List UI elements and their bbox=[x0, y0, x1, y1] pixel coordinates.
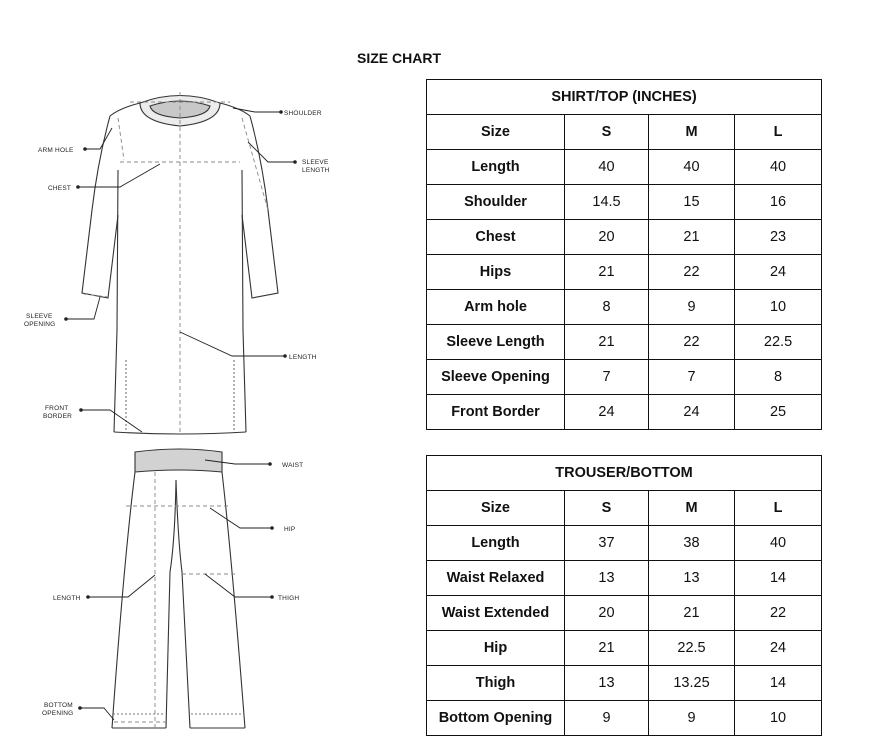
header-cell: L bbox=[735, 491, 822, 526]
row-label: Length bbox=[427, 150, 565, 185]
table-row bbox=[427, 220, 822, 255]
shirt-size-table bbox=[426, 79, 822, 430]
row-label: Arm hole bbox=[427, 290, 565, 325]
cell-value: 14.5 bbox=[565, 185, 649, 220]
label-length: LENGTH bbox=[289, 354, 317, 361]
header-cell: M bbox=[649, 115, 735, 150]
table-row bbox=[427, 325, 822, 360]
table-row bbox=[427, 666, 822, 701]
cell-value: 24 bbox=[565, 395, 649, 430]
label-trouser-length: LENGTH bbox=[53, 595, 81, 602]
label-chest: CHEST bbox=[48, 185, 72, 192]
cell-value: 38 bbox=[649, 526, 735, 561]
table-row bbox=[427, 526, 822, 561]
table-row bbox=[427, 255, 822, 290]
row-label: Hips bbox=[427, 255, 565, 290]
label-sleeve-length-2: LENGTH bbox=[302, 167, 330, 174]
cell-value: 14 bbox=[735, 561, 822, 596]
cell-value: 13 bbox=[565, 666, 649, 701]
header-cell: S bbox=[565, 115, 649, 150]
row-label: Chest bbox=[427, 220, 565, 255]
shirt-illustration bbox=[82, 96, 278, 435]
cell-value: 24 bbox=[735, 255, 822, 290]
cell-value: 22 bbox=[649, 325, 735, 360]
label-front-border-2: BORDER bbox=[43, 413, 73, 420]
row-label: Length bbox=[427, 526, 565, 561]
cell-value: 13 bbox=[565, 561, 649, 596]
cell-value: 9 bbox=[649, 701, 735, 736]
trouser-size-table bbox=[426, 455, 822, 736]
cell-value: 7 bbox=[649, 360, 735, 395]
cell-value: 22 bbox=[649, 255, 735, 290]
header-cell: L bbox=[735, 115, 822, 150]
page-title: SIZE CHART bbox=[357, 50, 441, 66]
cell-value: 15 bbox=[649, 185, 735, 220]
cell-value: 8 bbox=[735, 360, 822, 395]
cell-value: 22 bbox=[735, 596, 822, 631]
header-cell: M bbox=[649, 491, 735, 526]
cell-value: 16 bbox=[735, 185, 822, 220]
cell-value: 10 bbox=[735, 290, 822, 325]
trouser-illustration bbox=[112, 449, 245, 728]
table-row bbox=[427, 185, 822, 220]
table-row bbox=[427, 290, 822, 325]
label-waist: WAIST bbox=[282, 462, 304, 469]
header-cell: Size bbox=[427, 491, 565, 526]
row-label: Sleeve Length bbox=[427, 325, 565, 360]
cell-value: 9 bbox=[649, 290, 735, 325]
label-bottom-opening-2: OPENING bbox=[42, 710, 74, 717]
cell-value: 37 bbox=[565, 526, 649, 561]
label-thigh: THIGH bbox=[278, 595, 300, 602]
label-hip: HIP bbox=[284, 526, 296, 533]
cell-value: 21 bbox=[565, 631, 649, 666]
header-cell: Size bbox=[427, 115, 565, 150]
row-label: Sleeve Opening bbox=[427, 360, 565, 395]
cell-value: 7 bbox=[565, 360, 649, 395]
table-row bbox=[427, 150, 822, 185]
cell-value: 13 bbox=[649, 561, 735, 596]
label-front-border-1: FRONT bbox=[45, 405, 69, 412]
row-label: Waist Extended bbox=[427, 596, 565, 631]
label-sleeve-opening-2: OPENING bbox=[24, 321, 56, 328]
label-arm-hole: ARM HOLE bbox=[38, 147, 74, 154]
row-label: Bottom Opening bbox=[427, 701, 565, 736]
table-header-row bbox=[427, 491, 822, 526]
table-row bbox=[427, 596, 822, 631]
table-row bbox=[427, 561, 822, 596]
cell-value: 9 bbox=[565, 701, 649, 736]
cell-value: 13.25 bbox=[649, 666, 735, 701]
row-label: Shoulder bbox=[427, 185, 565, 220]
row-label: Front Border bbox=[427, 395, 565, 430]
shirt-table-caption: SHIRT/TOP (INCHES) bbox=[427, 80, 822, 115]
cell-value: 40 bbox=[649, 150, 735, 185]
cell-value: 21 bbox=[649, 596, 735, 631]
label-sleeve-length-1: SLEEVE bbox=[302, 159, 329, 166]
shirt-guide-lines bbox=[84, 92, 268, 432]
cell-value: 21 bbox=[649, 220, 735, 255]
cell-value: 21 bbox=[565, 255, 649, 290]
cell-value: 40 bbox=[565, 150, 649, 185]
label-sleeve-opening-1: SLEEVE bbox=[26, 313, 53, 320]
cell-value: 23 bbox=[735, 220, 822, 255]
row-label: Hip bbox=[427, 631, 565, 666]
row-label: Waist Relaxed bbox=[427, 561, 565, 596]
cell-value: 24 bbox=[735, 631, 822, 666]
table-row bbox=[427, 395, 822, 430]
cell-value: 40 bbox=[735, 526, 822, 561]
cell-value: 8 bbox=[565, 290, 649, 325]
header-cell: S bbox=[565, 491, 649, 526]
cell-value: 20 bbox=[565, 596, 649, 631]
cell-value: 22.5 bbox=[649, 631, 735, 666]
row-label: Thigh bbox=[427, 666, 565, 701]
table-header-row bbox=[427, 115, 822, 150]
trouser-table-caption: TROUSER/BOTTOM bbox=[427, 456, 822, 491]
cell-value: 14 bbox=[735, 666, 822, 701]
cell-value: 20 bbox=[565, 220, 649, 255]
cell-value: 21 bbox=[565, 325, 649, 360]
cell-value: 25 bbox=[735, 395, 822, 430]
table-row bbox=[427, 631, 822, 666]
label-shoulder: SHOULDER bbox=[284, 110, 322, 117]
cell-value: 22.5 bbox=[735, 325, 822, 360]
table-row bbox=[427, 360, 822, 395]
cell-value: 10 bbox=[735, 701, 822, 736]
cell-value: 40 bbox=[735, 150, 822, 185]
cell-value: 24 bbox=[649, 395, 735, 430]
label-bottom-opening-1: BOTTOM bbox=[44, 702, 73, 709]
table-row bbox=[427, 701, 822, 736]
